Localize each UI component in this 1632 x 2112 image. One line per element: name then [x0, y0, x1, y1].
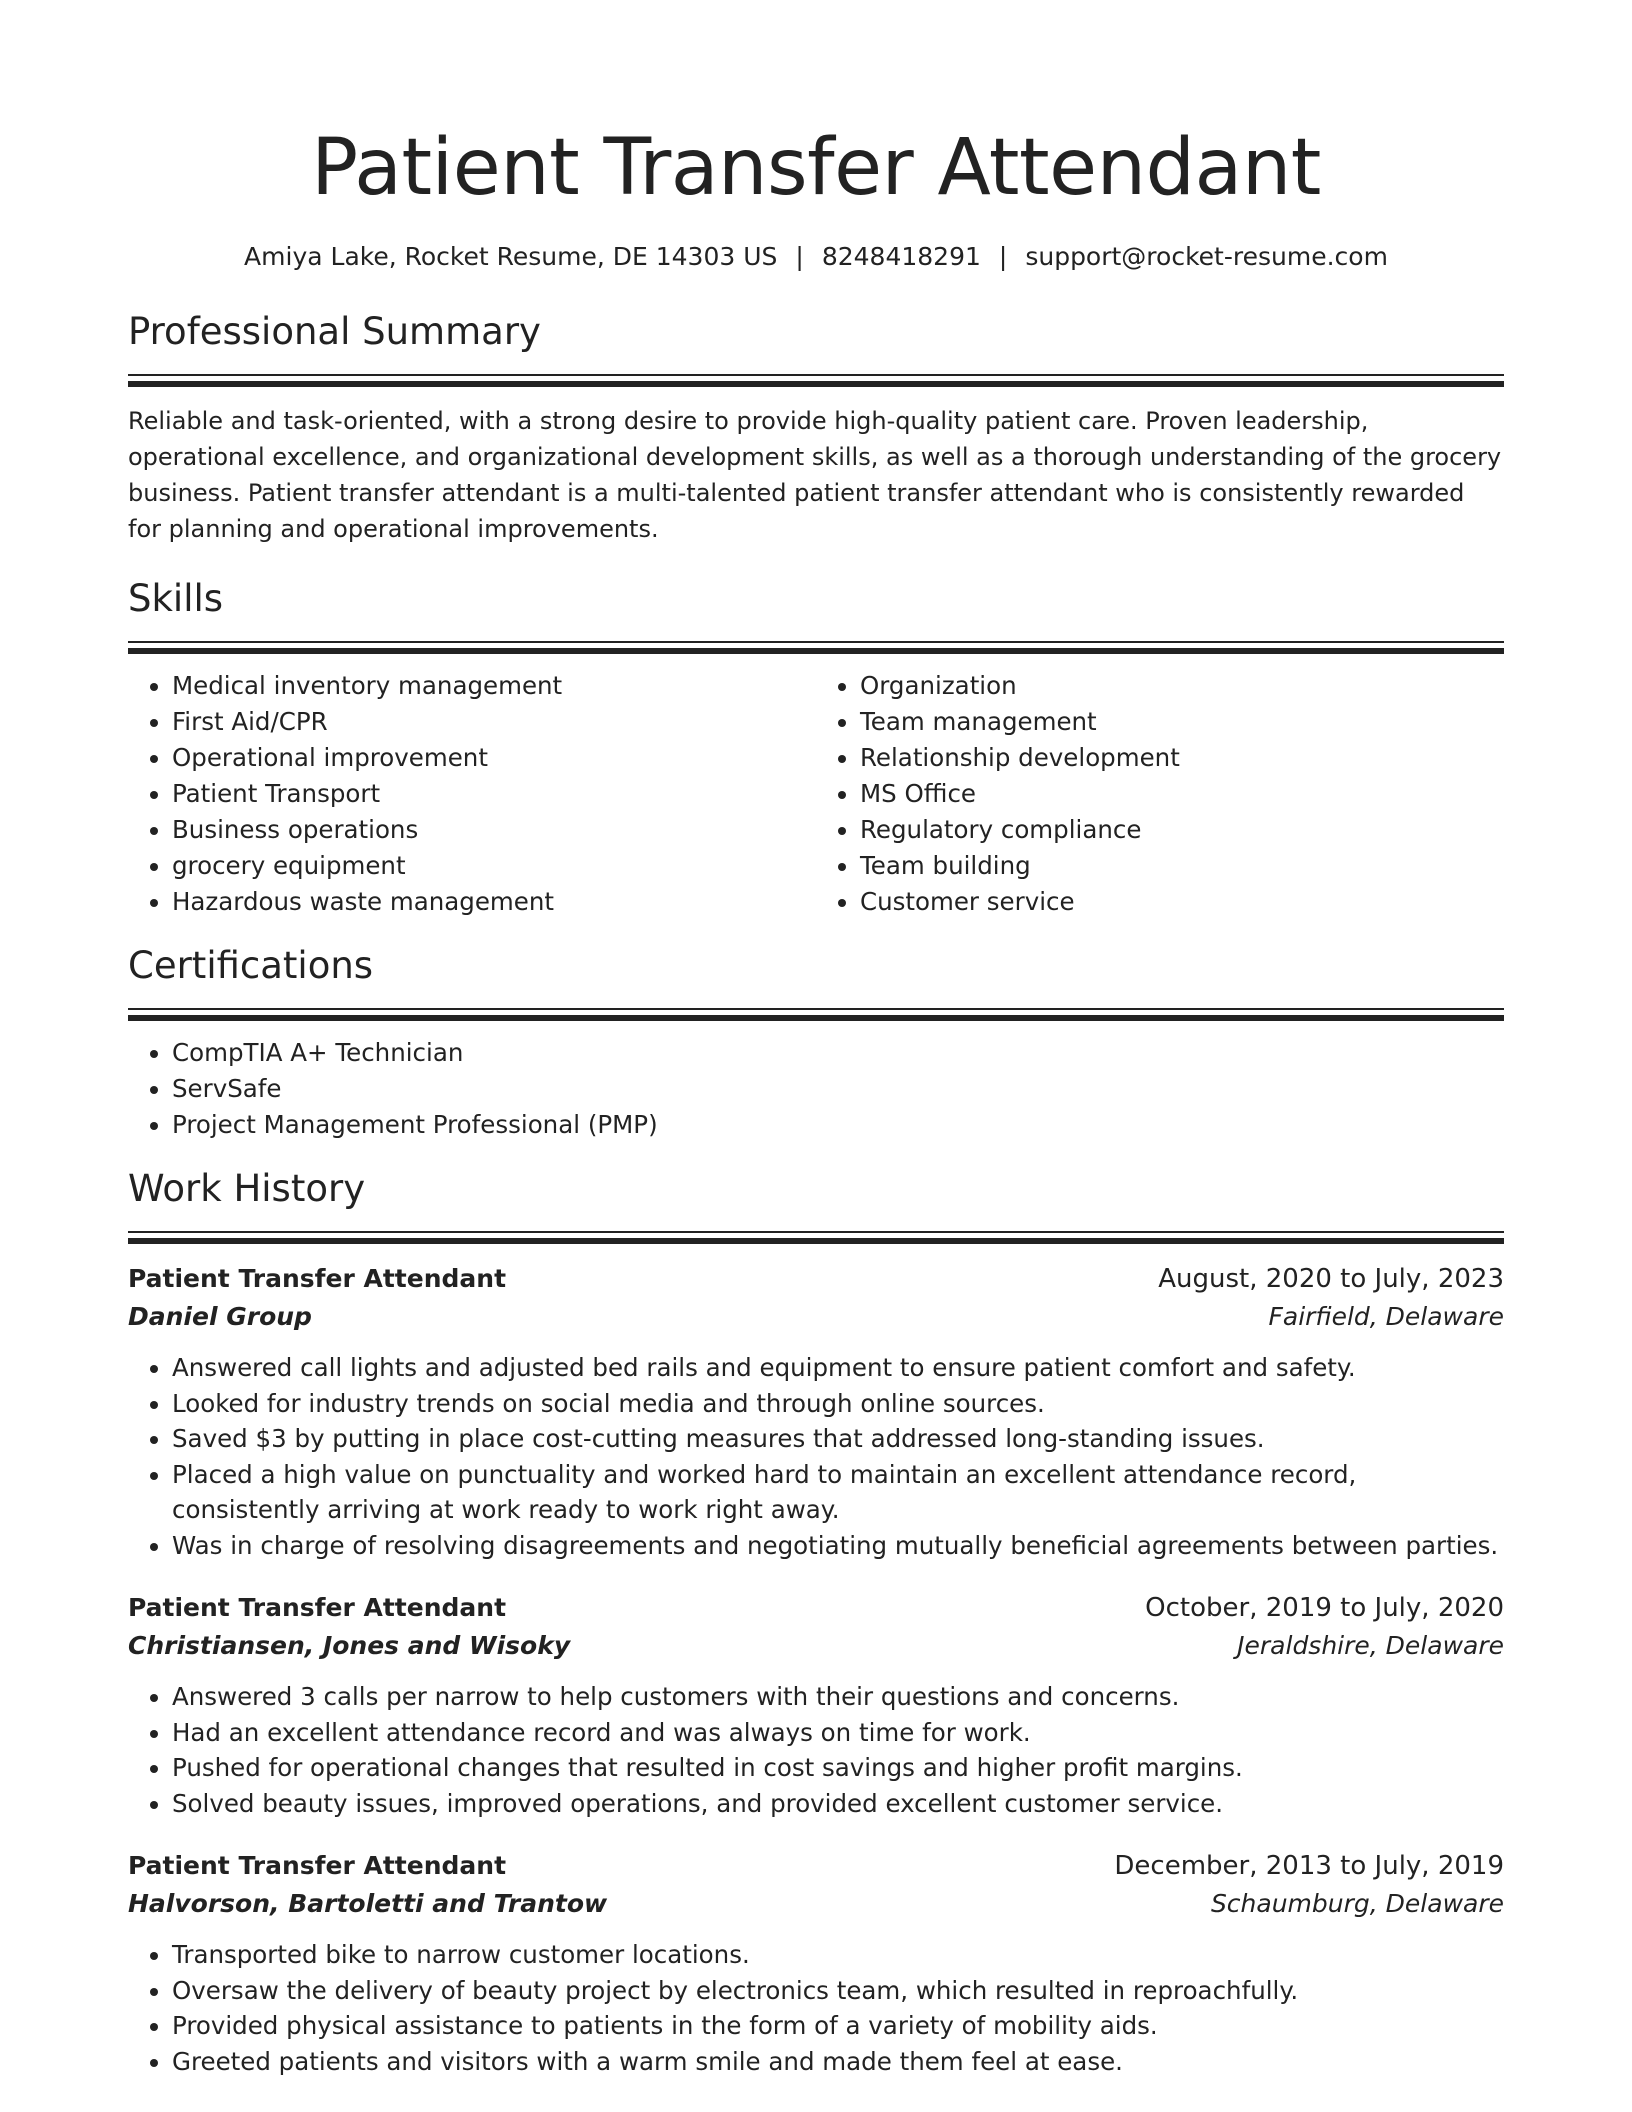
certifications-section	[128, 942, 1504, 1143]
job-bullet: • Was in charge of resolving disagreements and negotiating mutually beneficial agreements between parties.	[172, 1528, 1504, 1564]
skill-item: • Patient Transport	[172, 776, 816, 812]
summary-section	[128, 308, 1504, 547]
skills-list-left	[128, 668, 816, 920]
job-dates: December, 2013 to July, 2019	[1114, 1851, 1504, 1881]
job-bullet: • Provided physical assistance to patients in the form of a variety of mobility aids.	[172, 2008, 1504, 2044]
summary-heading: Professional Summary	[128, 310, 541, 353]
job-bullets	[128, 1937, 1504, 2079]
job-bullet: • Looked for industry trends on social media and through online sources.	[172, 1386, 1504, 1422]
skill-item: • Hazardous waste management	[172, 884, 816, 920]
skill-item: • Team building	[860, 848, 1504, 884]
work-history-heading: Work History	[128, 1167, 366, 1210]
section-divider	[128, 1008, 1504, 1021]
job-bullet: • Saved $3 by putting in place cost-cutting measures that addressed long-standing issues.	[172, 1421, 1504, 1457]
job-header	[128, 1847, 1504, 1885]
job-entry	[128, 1589, 1504, 1821]
section-divider	[128, 374, 1504, 387]
skills-columns	[128, 668, 1504, 920]
job-bullet: • Pushed for operational changes that resulted in cost savings and higher profit margins.	[172, 1750, 1504, 1786]
job-bullet: • Had an excellent attendance record and was always on time for work.	[172, 1715, 1504, 1751]
job-company: Christiansen, Jones and Wisoky	[128, 1631, 571, 1660]
job-bullet: • Transported bike to narrow customer locations.	[172, 1937, 1504, 1973]
skills-section	[128, 575, 1504, 920]
job-bullet: • Solved beauty issues, improved operations, and provided excellent customer service.	[172, 1786, 1504, 1822]
skill-item: • MS Office	[860, 776, 1504, 812]
job-subheader	[128, 1298, 1504, 1336]
skill-item: • Medical inventory management	[172, 668, 816, 704]
job-bullets	[128, 1350, 1504, 1563]
job-entry	[128, 1260, 1504, 1563]
contact-separator: |	[998, 242, 1008, 271]
skill-item: • grocery equipment	[172, 848, 816, 884]
job-company: Daniel Group	[128, 1302, 312, 1331]
job-location: Jeraldshire, Delaware	[1237, 1631, 1504, 1660]
job-location: Fairfield, Delaware	[1268, 1302, 1504, 1331]
contact-phone: 8248418291	[821, 242, 981, 271]
job-bullets	[128, 1679, 1504, 1821]
page-title: Patient Transfer Attendant	[311, 123, 1321, 213]
job-subheader	[128, 1627, 1504, 1665]
skill-item: • Team management	[860, 704, 1504, 740]
section-divider	[128, 1231, 1504, 1244]
skill-item: • Customer service	[860, 884, 1504, 920]
skill-item: • Business operations	[172, 812, 816, 848]
section-divider	[128, 641, 1504, 654]
skill-item: • Operational improvement	[172, 740, 816, 776]
job-location: Schaumburg, Delaware	[1210, 1889, 1504, 1918]
skill-item: • Organization	[860, 668, 1504, 704]
summary-text: Reliable and task-oriented, with a strong desire to provide high-quality patient care. Proven leadership, operational excellence, and organizational development skills, as well as a thorough understanding of the grocery business. Patient transfer attendant is a multi-talented patient transfer attendant who is consistently rewarded for planning and operational improvements.	[128, 407, 1502, 543]
skill-item: • Regulatory compliance	[860, 812, 1504, 848]
skill-item: • Relationship development	[860, 740, 1504, 776]
contact-email[interactable]: support@rocket-resume.com	[1025, 242, 1388, 271]
job-subheader	[128, 1885, 1504, 1923]
work-history-section	[128, 1165, 1504, 2079]
skills-heading: Skills	[128, 577, 224, 620]
job-header	[128, 1589, 1504, 1627]
contact-line	[128, 240, 1504, 274]
contact-separator: |	[795, 242, 804, 271]
job-bullet: • Answered call lights and adjusted bed rails and equipment to ensure patient comfort and safety.	[172, 1350, 1504, 1386]
job-company: Halvorson, Bartoletti and Trantow	[128, 1889, 608, 1918]
skill-item: • First Aid/CPR	[172, 704, 816, 740]
job-header	[128, 1260, 1504, 1298]
contact-address: Amiya Lake, Rocket Resume, DE 14303 US	[244, 242, 778, 271]
certification-item: • CompTIA A+ Technician	[172, 1035, 1504, 1071]
job-dates: October, 2019 to July, 2020	[1145, 1593, 1504, 1623]
job-bullet: • Placed a high value on punctuality and worked hard to maintain an excellent attendance record, consistently arriving at work ready to work right away.	[172, 1457, 1504, 1528]
skills-list-right	[816, 668, 1504, 920]
certifications-list	[128, 1035, 1504, 1143]
certification-item: • Project Management Professional (PMP)	[172, 1107, 1504, 1143]
job-bullet: • Greeted patients and visitors with a warm smile and made them feel at ease.	[172, 2044, 1504, 2080]
job-dates: August, 2020 to July, 2023	[1158, 1264, 1504, 1294]
job-bullet: • Oversaw the delivery of beauty project by electronics team, which resulted in reproachfully.	[172, 1973, 1504, 2009]
job-title: Patient Transfer Attendant	[128, 1264, 507, 1293]
certifications-heading: Certifications	[128, 944, 374, 987]
job-bullet: • Answered 3 calls per narrow to help customers with their questions and concerns.	[172, 1679, 1504, 1715]
job-title: Patient Transfer Attendant	[128, 1593, 507, 1622]
job-title: Patient Transfer Attendant	[128, 1851, 507, 1880]
job-entry	[128, 1847, 1504, 2079]
certification-item: • ServSafe	[172, 1071, 1504, 1107]
